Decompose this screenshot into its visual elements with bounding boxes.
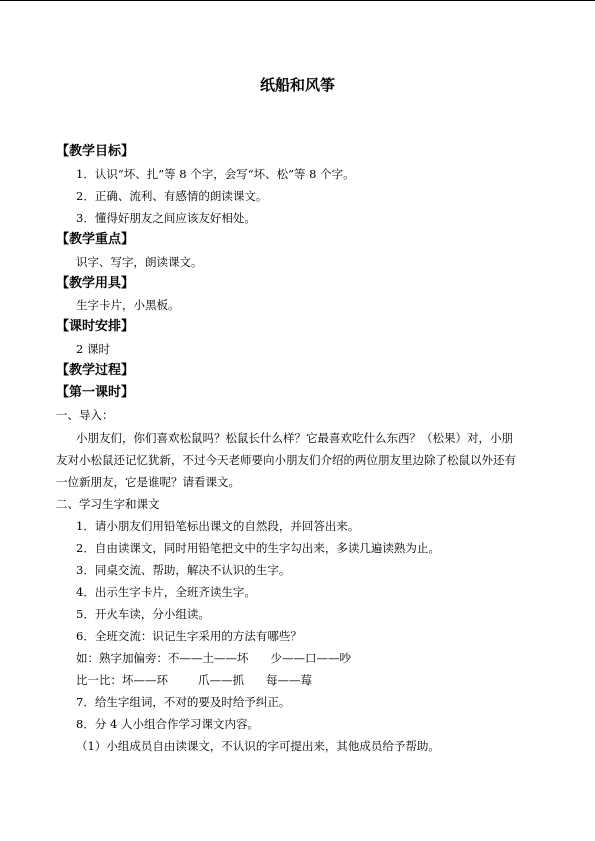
intro-line-3: 一位新朋友，它是谁呢？请看课文。 — [56, 475, 240, 489]
intro-line-2: 友对小松鼠还记忆犹新，不过今天老师要向小朋友们介绍的两位朋友里边除了松鼠以外还有 — [56, 453, 516, 467]
substep-1: （1）小组成员自由读课文，不认识的字可提出来，其他成员给予帮助。 — [76, 739, 440, 753]
schedule-text: 2 课时 — [76, 342, 110, 356]
goal-item-1: 1．认识“坏、扎”等 8 个字，会写“坏、松”等 8 个字。 — [76, 167, 355, 181]
heading-tools: 【教学用具】 — [56, 276, 135, 291]
step-6: 6．全班交流：识记生字采用的方法有哪些？ — [76, 629, 302, 643]
heading-goals: 【教学目标】 — [56, 144, 135, 159]
example-radicals-label: 如：熟字加偏旁： — [76, 651, 168, 665]
goal-item-2: 2．正确、流利、有感情的朗读课文。 — [76, 189, 268, 203]
page-title: 纸船和风筝 — [259, 76, 335, 94]
step-7: 7．给生字组词，不对的要及时给予纠正。 — [76, 695, 291, 709]
example-compare — [76, 672, 312, 688]
study-heading: 二、学习生字和课文 — [56, 497, 160, 511]
focus-text: 识字、写字，朗读课文。 — [76, 255, 203, 269]
example-radicals-b: 少——口——吵 — [270, 651, 351, 665]
top-rule — [0, 0, 595, 1]
intro-line-1: 小朋友们，你们喜欢松鼠吗？松鼠长什么样？它最喜欢吃什么东西？（松果）对，小朋 — [76, 431, 513, 445]
heading-process: 【教学过程】 — [56, 363, 135, 378]
example-compare-b: 爪——抓 — [198, 673, 244, 687]
goal-item-3: 3．懂得好朋友之间应该友好相处。 — [76, 211, 256, 225]
example-radicals-a: 不——土——坏 — [168, 651, 249, 665]
heading-first-lesson: 【第一课时】 — [56, 385, 135, 400]
step-5: 5．开火车读，分小组读。 — [76, 607, 210, 621]
step-1: 1．请小朋友们用铅笔标出课文的自然段，并回答出来。 — [76, 519, 360, 533]
example-compare-a: 坏——环 — [122, 673, 168, 687]
heading-schedule: 【课时安排】 — [56, 319, 135, 334]
example-compare-label: 比一比： — [76, 673, 122, 687]
step-3: 3．同桌交流、帮助，解决不认识的生字。 — [76, 563, 291, 577]
heading-focus: 【教学重点】 — [56, 232, 135, 247]
step-2: 2．自由读课文，同时用铅笔把文中的生字勾出来，多读几遍读熟为止。 — [76, 541, 440, 555]
tools-text: 生字卡片，小黑板。 — [76, 298, 180, 312]
intro-heading: 一、导入： — [56, 408, 114, 422]
step-8: 8．分 4 人小组合作学习课文内容。 — [76, 717, 259, 731]
example-radicals — [76, 650, 351, 666]
example-compare-c: 每——莓 — [266, 673, 312, 687]
step-4: 4．出示生字卡片，全班齐读生字。 — [76, 585, 256, 599]
